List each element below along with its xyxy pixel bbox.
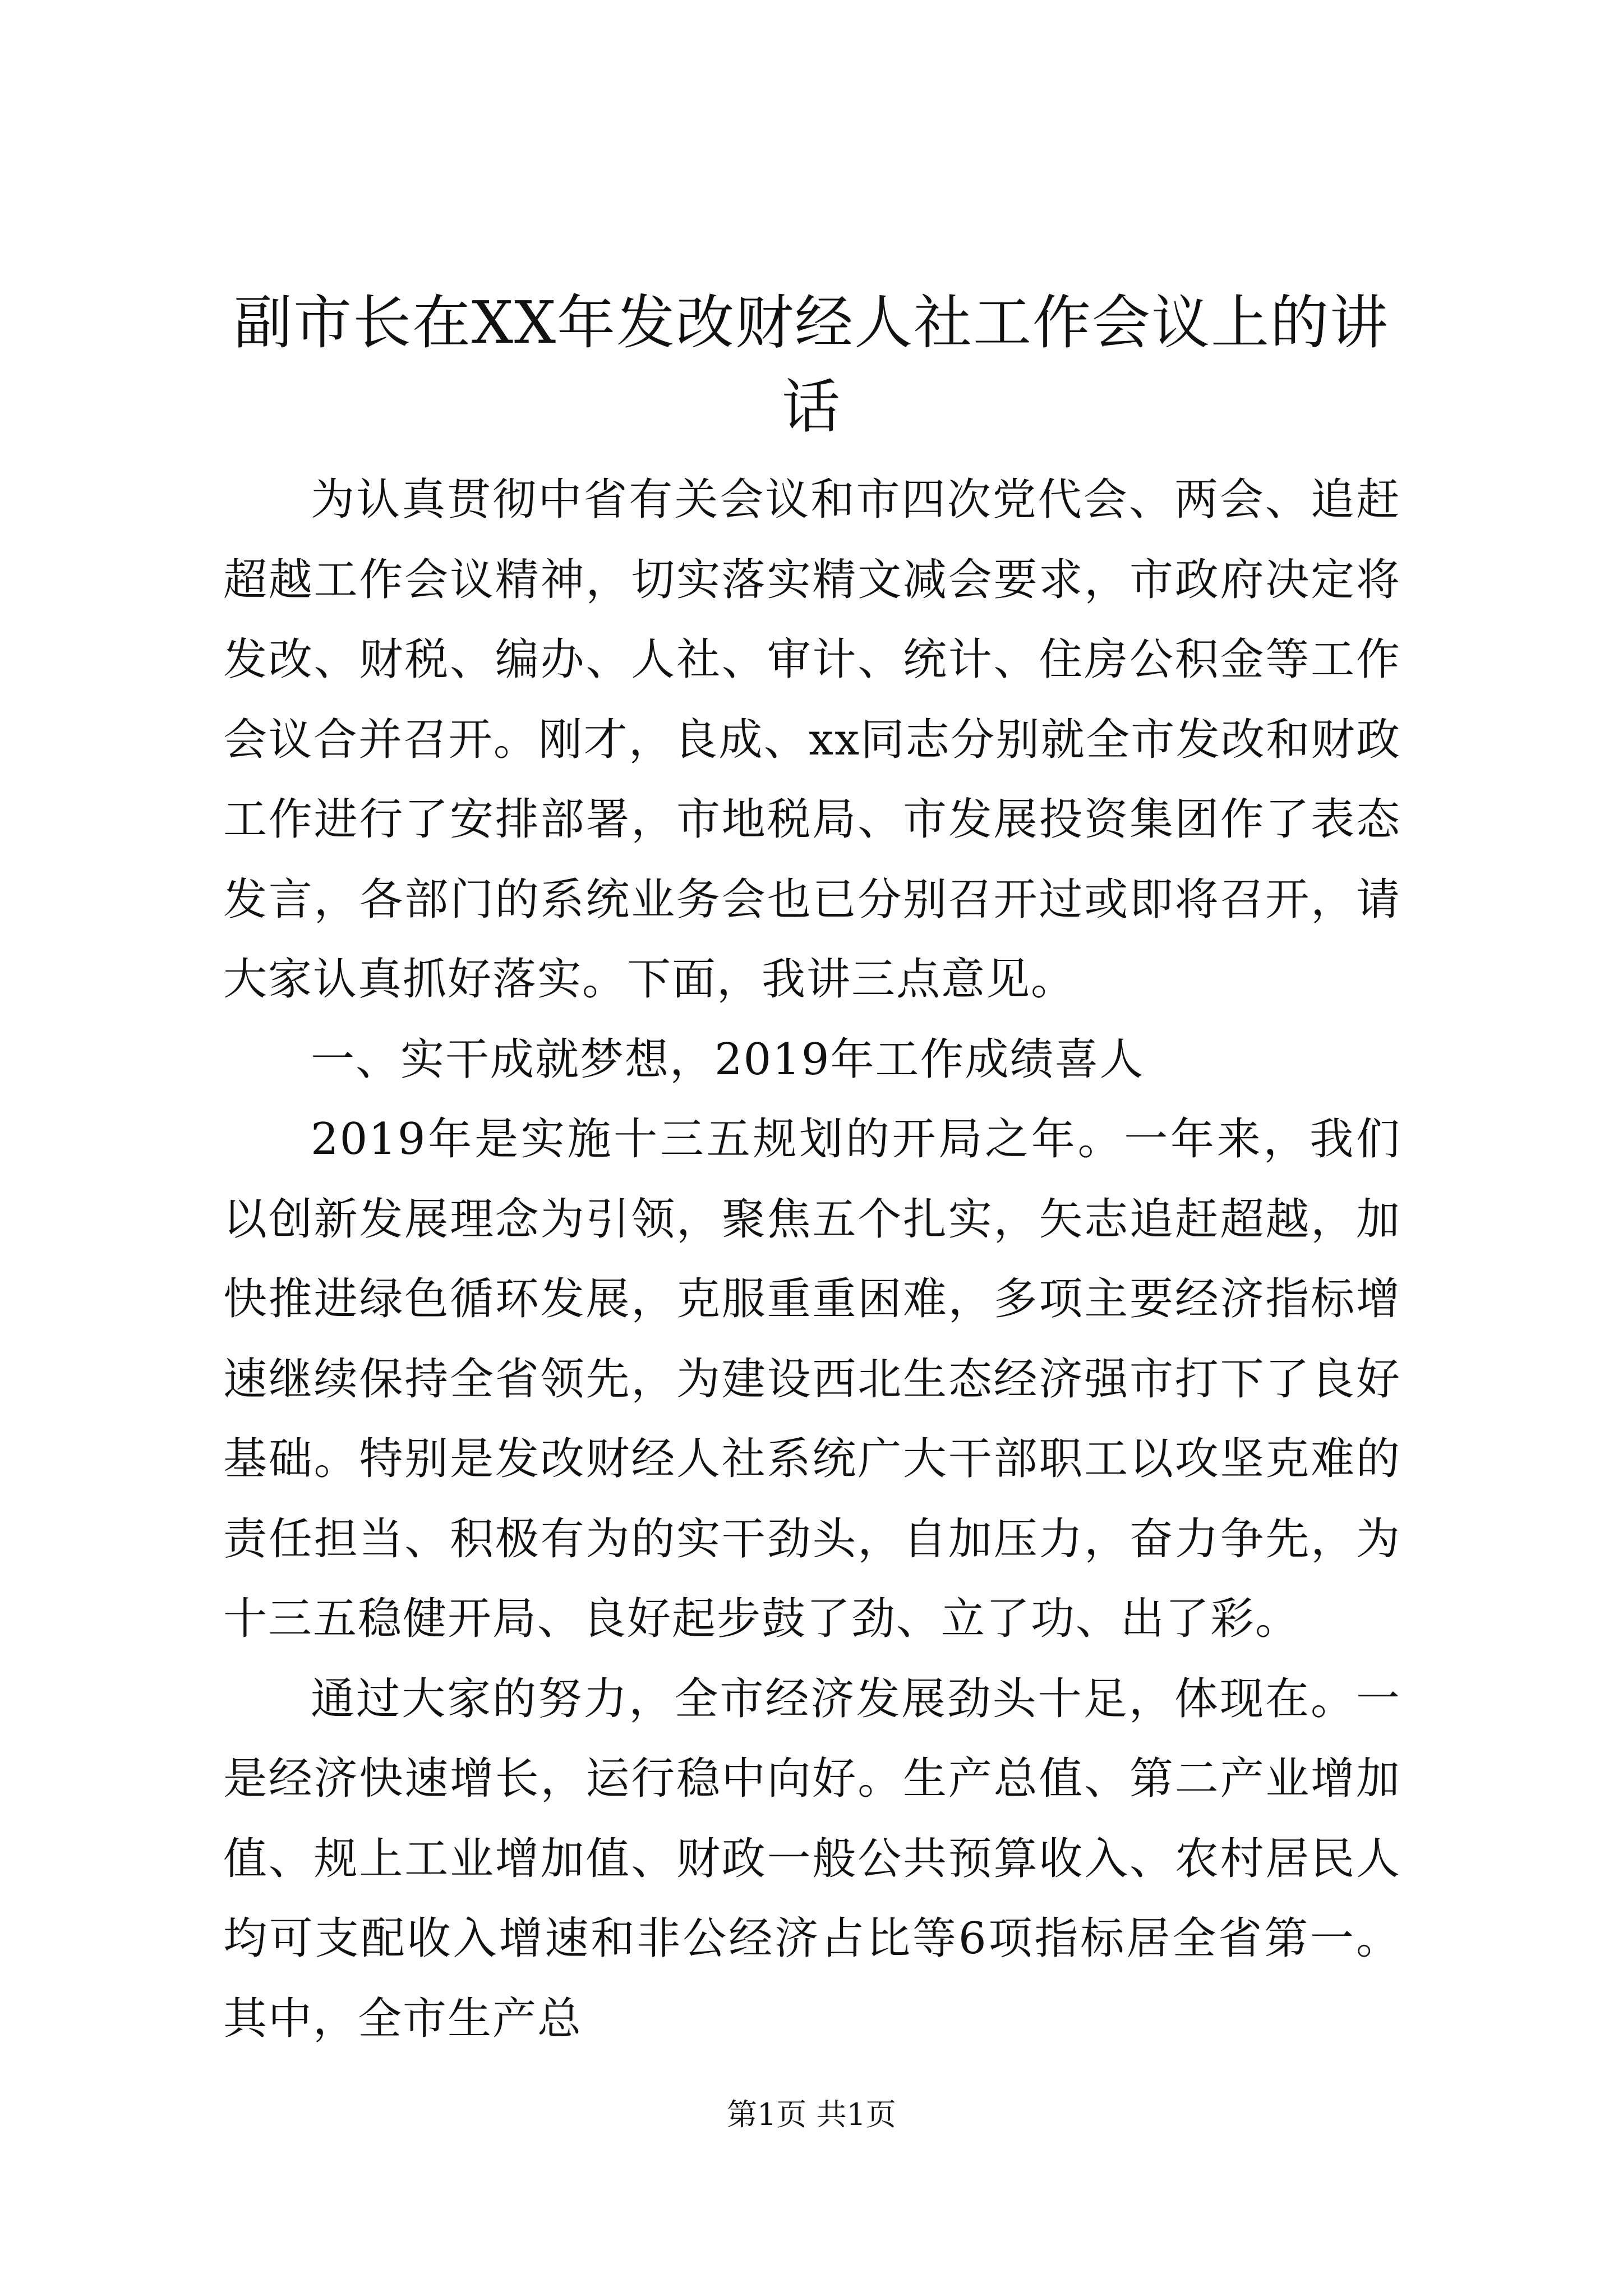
document-body <box>223 460 1401 2059</box>
paragraph-intro: 为认真贯彻中省有关会议和市四次党代会、两会、追赶超越工作会议精神，切实落实精文减会要求，市政府决定将发改、财税、编办、人社、审计、统计、住房公积金等工作会议合并召开。刚才，良成、xx同志分别就全市发改和财政工作进行了安排部署，市地税局、市发展投资集团作了表态发言，各部门的系统业务会也已分别召开过或即将召开，请大家认真抓好落实。下面，我讲三点意见。 <box>223 475 1401 1005</box>
section-heading-1: 一、实干成就梦想，2019年工作成绩喜人 <box>311 1034 1145 1085</box>
page-footer: 第1页 共1页 <box>727 2097 896 2132</box>
paragraph-2019-summary: 2019年是实施十三五规划的开局之年。一年来，我们以创新发展理念为引领，聚焦五个扎实，矢志追赶超越，加快推进绿色循环发展，克服重重困难，多项主要经济指标增速继续保持全省领先，为建设西北生态经济强市打下了良好基础。特别是发改财经人社系统广大干部职工以攻坚克难的责任担当、积极有为的实干劲头，自加压力，奋力争先，为十三五稳健开局、良好起步鼓了劲、立了功、出了彩。 <box>223 1114 1401 1644</box>
paragraph-economy: 通过大家的努力，全市经济发展劲头十足，体现在。一是经济快速增长，运行稳中向好。生产总值、第二产业增加值、规上工业增加值、财政一般公共预算收入、农村居民人均可支配收入增速和非公经济占比等6项指标居全省第一。其中，全市生产总 <box>223 1673 1401 2044</box>
document-title: 副市长在XX年发改财经人社工作会议上的讲话 <box>233 288 1390 441</box>
